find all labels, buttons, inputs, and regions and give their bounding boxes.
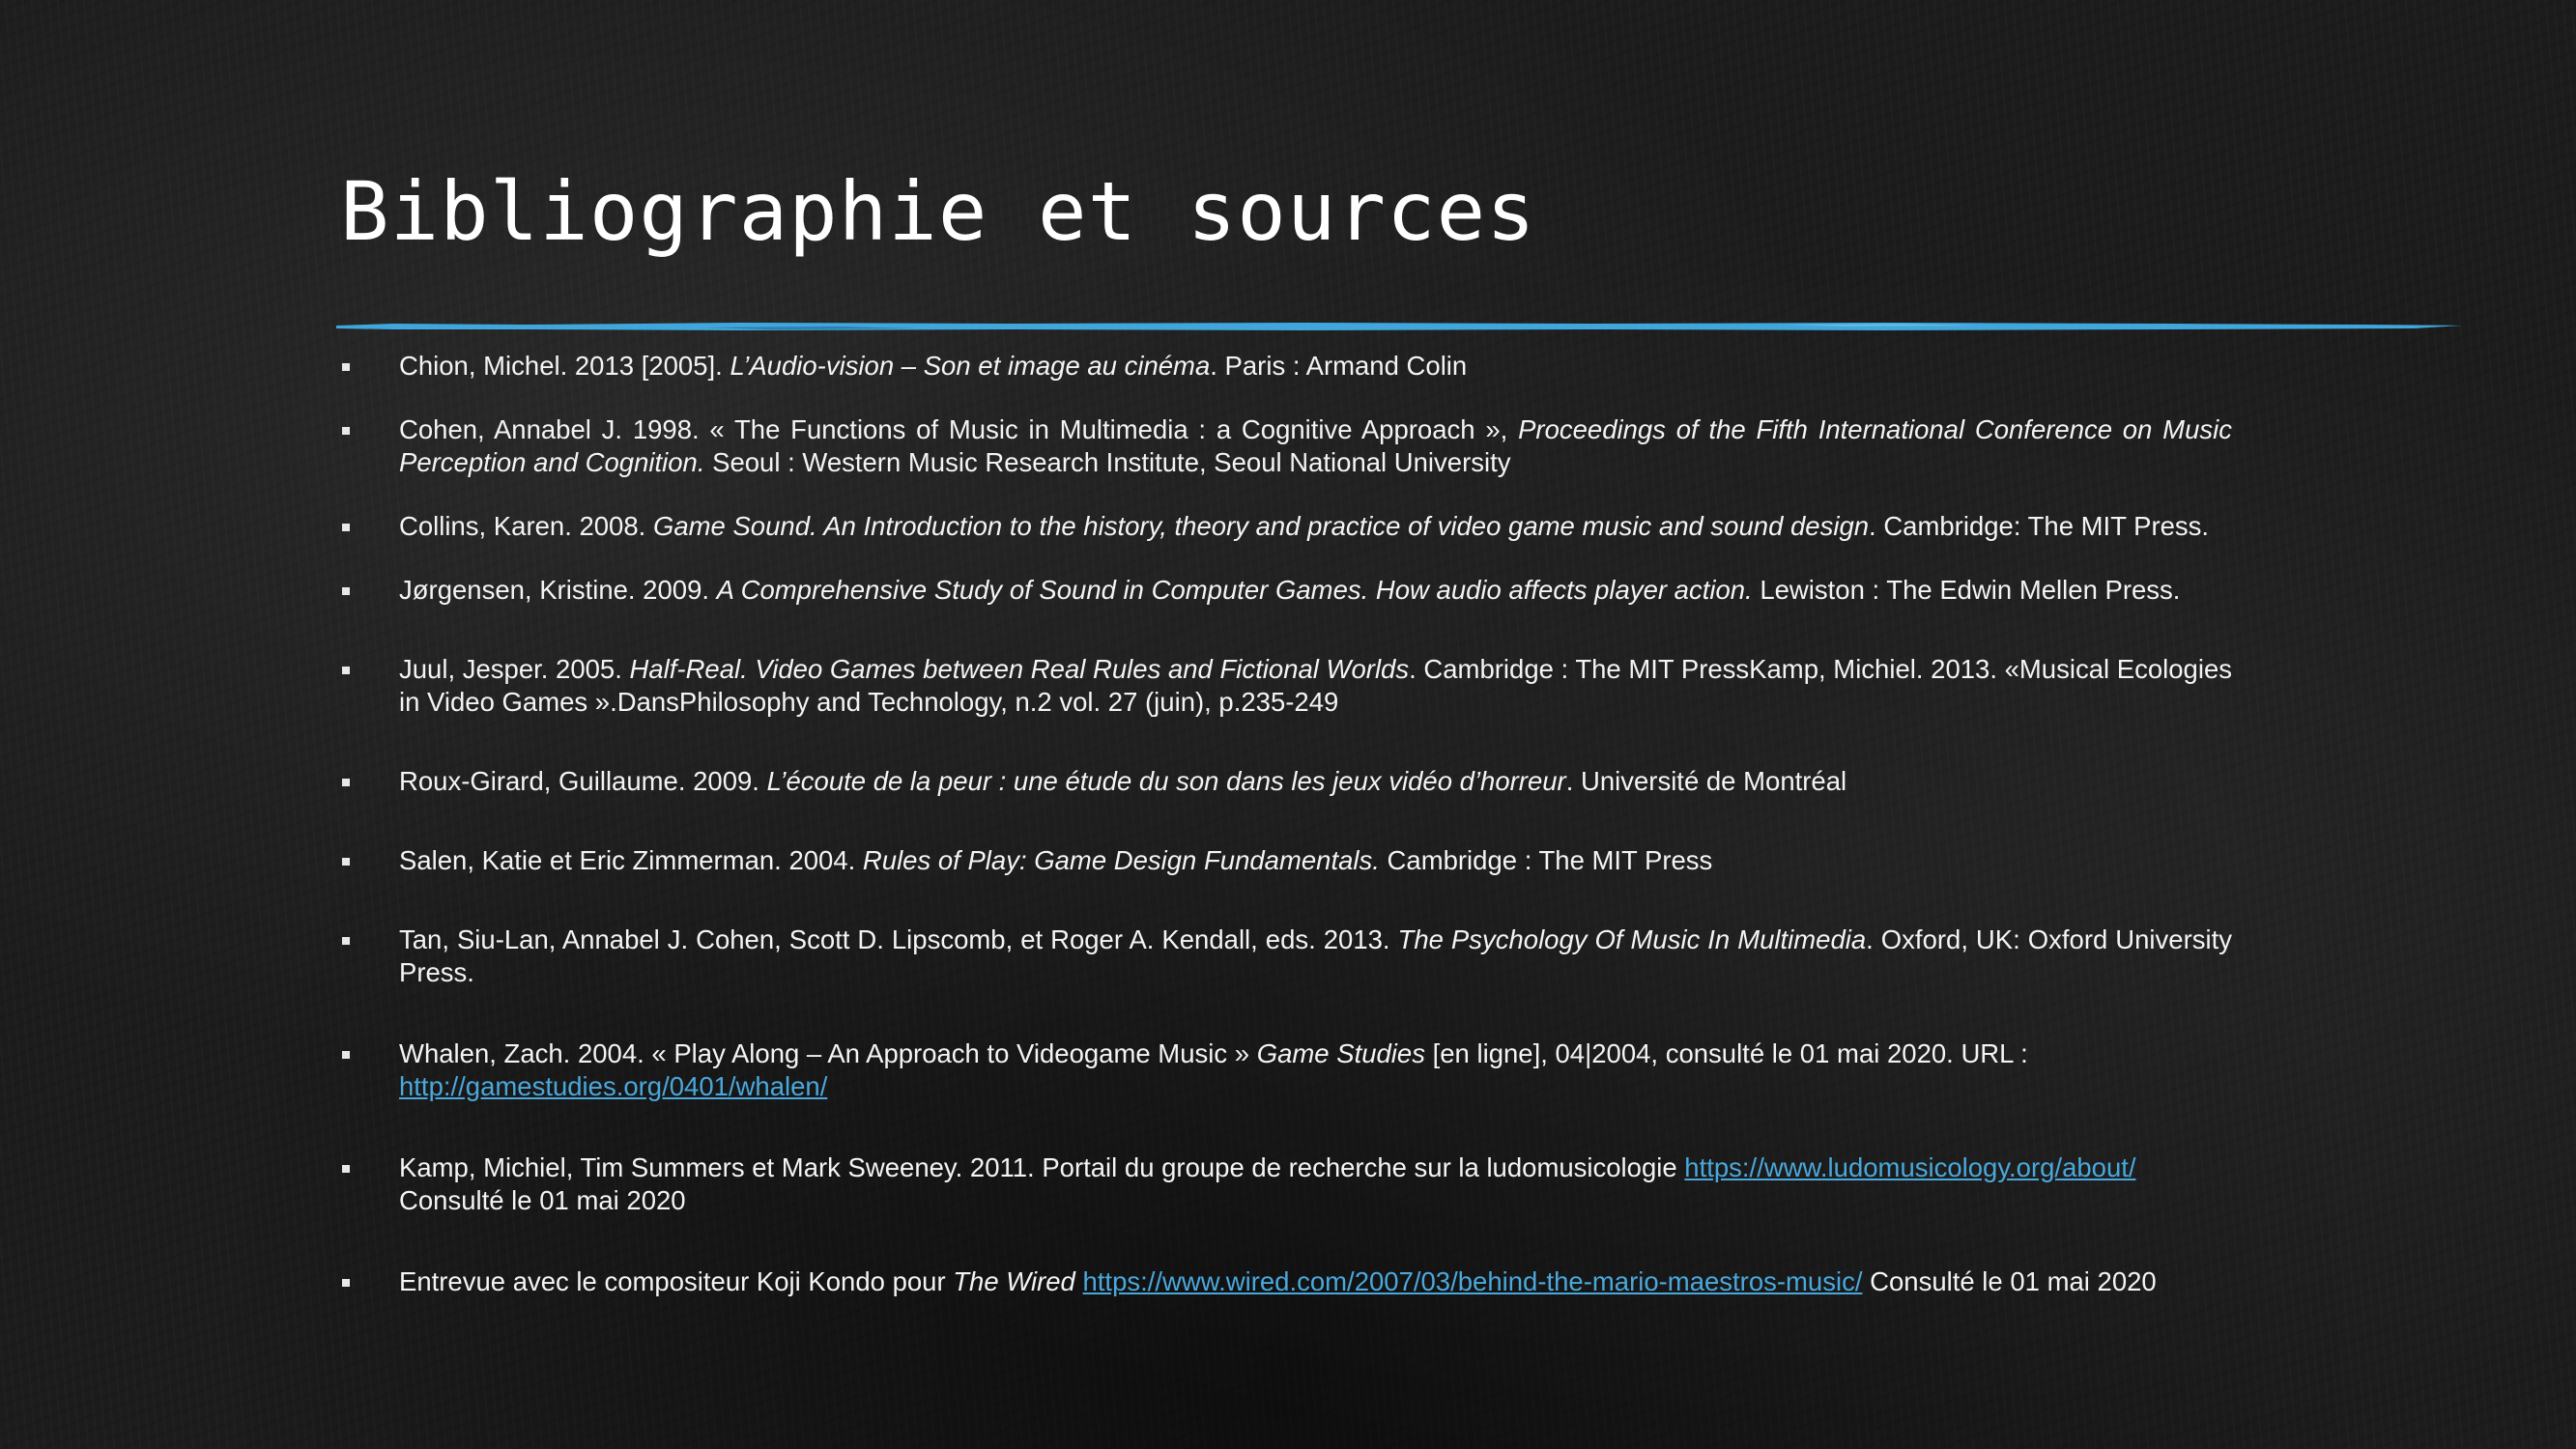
bullet-icon xyxy=(342,667,350,674)
slide-title: Bibliographie et sources xyxy=(340,164,1536,259)
entry-title: Game Studies xyxy=(1256,1038,1425,1068)
bibliography-entry-whalen xyxy=(338,1037,2232,1103)
entry-author: Chion, Michel. 2013 [2005]. xyxy=(399,351,730,381)
title-underline-brushstroke xyxy=(336,319,2462,334)
bibliography-list xyxy=(338,350,2232,1298)
entry-publisher: Seoul : Western Music Research Institute, Seoul National University xyxy=(704,447,1511,477)
entry-author: Roux-Girard, Guillaume. 2009. xyxy=(399,766,767,796)
bullet-icon xyxy=(342,858,350,866)
entry-publisher: . Cambridge: The MIT Press. xyxy=(1869,511,2210,541)
entry-title: A Comprehensive Study of Sound in Computer Games. How audio affects player action. xyxy=(716,575,1753,605)
bullet-icon xyxy=(342,427,350,435)
entry-title: Rules of Play: Game Design Fundamentals. xyxy=(862,845,1380,875)
entry-author: Whalen, Zach. 2004. « Play Along – An Approach to Videogame Music » xyxy=(399,1038,1257,1068)
entry-title: The Wired xyxy=(953,1266,1075,1296)
bibliography-entry-roux-girard xyxy=(338,765,2232,798)
entry-spacer xyxy=(1075,1266,1083,1296)
entry-publisher: . Paris : Armand Colin xyxy=(1210,351,1468,381)
entry-title: Proceedings of the Fifth International Conference on Music Perception and Cognition. xyxy=(399,414,2232,477)
entry-author: Salen, Katie et Eric Zimmerman. 2004. xyxy=(399,845,863,875)
bullet-icon xyxy=(342,1051,350,1059)
entry-publisher: Cambridge : The MIT Press xyxy=(1379,845,1713,875)
bullet-icon xyxy=(342,1165,350,1173)
bullet-icon xyxy=(342,779,350,786)
entry-link-wired[interactable]: https://www.wired.com/2007/03/behind-the-mario-maestros-music/ xyxy=(1082,1266,1863,1296)
entry-author: Juul, Jesper. 2005. xyxy=(399,654,630,684)
bibliography-entry-juul xyxy=(338,653,2232,719)
bibliography-entry-salen xyxy=(338,844,2232,877)
entry-author: Jørgensen, Kristine. 2009. xyxy=(399,575,717,605)
bullet-icon xyxy=(342,363,350,371)
bullet-icon xyxy=(342,587,350,595)
bullet-icon xyxy=(342,524,350,531)
bibliography-entry-jorgensen xyxy=(338,574,2232,607)
bullet-icon xyxy=(342,1279,350,1287)
entry-publisher: Lewiston : The Edwin Mellen Press. xyxy=(1752,575,2181,605)
entry-consulted: Consulté le 01 mai 2020 xyxy=(399,1185,686,1215)
entry-link-gamestudies[interactable]: http://gamestudies.org/0401/whalen/ xyxy=(399,1071,828,1101)
entry-title: Half-Real. Video Games between Real Rules and Fictional Worlds xyxy=(629,654,1410,684)
entry-title: L’écoute de la peur : une étude du son dans les jeux vidéo d’horreur xyxy=(766,766,1566,796)
bibliography-entry-kamp xyxy=(338,1151,2232,1217)
bibliography-entry-collins xyxy=(338,510,2232,543)
entry-author: Cohen, Annabel J. 1998. « The Functions of Music in Multimedia : a Cognitive Approach », xyxy=(399,414,1519,444)
entry-author: Kamp, Michiel, Tim Summers et Mark Sweeney. 2011. Portail du groupe de recherche sur la ludomusicologie xyxy=(399,1152,1685,1182)
entry-publisher: [en ligne], 04|2004, consulté le 01 mai 2020. URL : xyxy=(1424,1038,2028,1068)
entry-publisher: . Cambridge : The MIT PressKamp, Michiel. 2013. «Musical Ecologies in Video Games ».DansPhilosophy and Technology, n.2 vol. 27 (juin), p.235-249 xyxy=(399,654,2233,717)
bibliography-entry-tan xyxy=(338,923,2232,989)
entry-author: Collins, Karen. 2008. xyxy=(399,511,653,541)
entry-author: Entrevue avec le compositeur Koji Kondo pour xyxy=(399,1266,954,1296)
entry-author: Tan, Siu-Lan, Annabel J. Cohen, Scott D. Lipscomb, et Roger A. Kendall, eds. 2013. xyxy=(399,924,1398,954)
entry-publisher: . Université de Montréal xyxy=(1565,766,1847,796)
entry-title: L’Audio-vision – Son et image au cinéma xyxy=(730,351,1211,381)
entry-consulted: Consulté le 01 mai 2020 xyxy=(1862,1266,2157,1296)
entry-link-ludomusicology[interactable]: https://www.ludomusicology.org/about/ xyxy=(1684,1152,2136,1182)
entry-title: The Psychology Of Music In Multimedia xyxy=(1397,924,1867,954)
bibliography-entry-kondo xyxy=(338,1265,2232,1298)
entry-publisher: . Oxford, UK: Oxford University Press. xyxy=(399,924,2232,987)
entry-title: Game Sound. An Introduction to the history, theory and practice of video game music and sound design xyxy=(652,511,1870,541)
bibliography-entry-chion xyxy=(338,350,2232,383)
bullet-icon xyxy=(342,937,350,945)
brushstroke-path xyxy=(336,323,2462,330)
bibliography-entry-cohen xyxy=(338,413,2232,479)
